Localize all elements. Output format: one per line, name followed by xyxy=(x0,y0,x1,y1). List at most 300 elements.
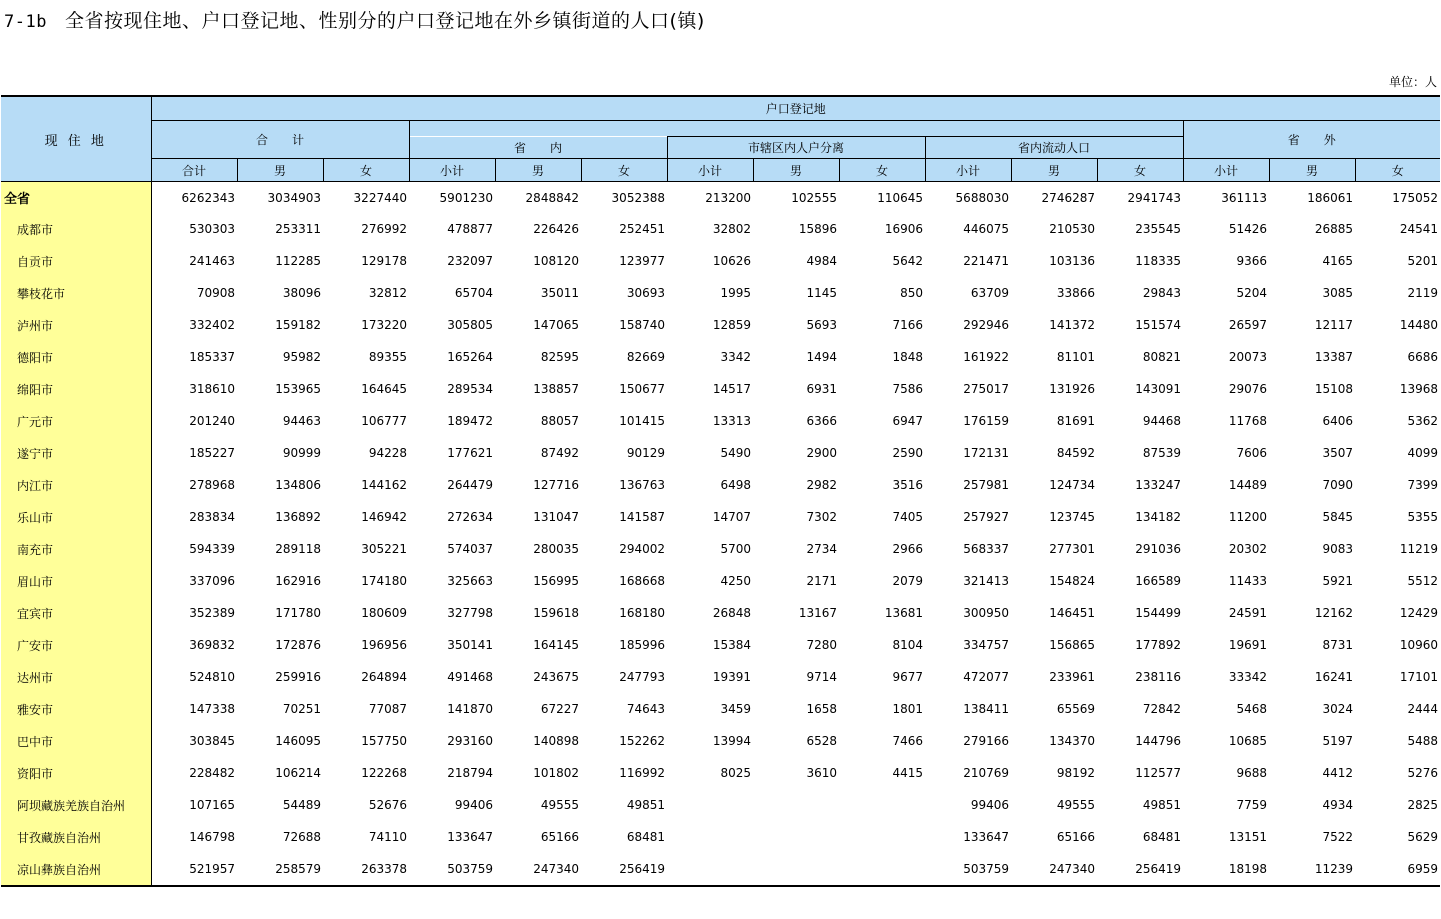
table-cell: 7302 xyxy=(806,510,837,524)
table-row xyxy=(1,725,1440,757)
row-label: 南充市 xyxy=(1,533,151,565)
table-cell xyxy=(839,853,925,886)
table-cell: 2171 xyxy=(806,574,837,588)
table-cell: 2941743 xyxy=(1127,190,1181,205)
table-cell: 11433 xyxy=(1228,574,1267,588)
table-cell: 2982 xyxy=(806,478,837,492)
table-cell: 11200 xyxy=(1228,510,1267,524)
table-row xyxy=(1,533,1440,565)
table-cell: 7090 xyxy=(1322,478,1353,492)
table-cell: 172876 xyxy=(275,638,321,652)
table-cell: 141870 xyxy=(447,702,493,716)
table-cell: 369832 xyxy=(189,638,235,652)
table-cell: 5629 xyxy=(1407,830,1439,844)
table-cell: 350141 xyxy=(447,638,493,652)
table-row xyxy=(1,853,1440,886)
table-cell: 17101 xyxy=(1399,670,1439,684)
table-cell: 228482 xyxy=(189,766,235,780)
table-cell: 72688 xyxy=(282,830,321,844)
table-cell: 67227 xyxy=(540,702,579,716)
table-row xyxy=(1,373,1440,405)
table-cell: 2079 xyxy=(892,574,923,588)
row-label: 眉山市 xyxy=(1,565,151,597)
table-cell: 6366 xyxy=(806,414,837,428)
row-label: 成都市 xyxy=(1,213,151,245)
table-cell: 6262343 xyxy=(181,190,235,205)
table-cell: 88057 xyxy=(540,414,579,428)
row-label: 雅安市 xyxy=(1,693,151,725)
table-cell: 530303 xyxy=(189,222,235,236)
table-cell: 361113 xyxy=(1221,190,1267,205)
table-cell: 101415 xyxy=(619,414,665,428)
table-cell: 13167 xyxy=(798,606,837,620)
table-cell: 11219 xyxy=(1399,542,1439,556)
table-number: 7-1b xyxy=(4,12,47,32)
table-cell: 147338 xyxy=(189,702,235,716)
table-cell xyxy=(753,821,839,853)
table-cell: 81101 xyxy=(1056,350,1095,364)
table-cell: 89355 xyxy=(368,350,407,364)
table-cell: 24591 xyxy=(1228,606,1267,620)
row-label: 阿坝藏族羌族自治州 xyxy=(1,789,151,821)
table-cell: 54489 xyxy=(282,798,321,812)
table-cell: 9677 xyxy=(892,670,923,684)
table-row xyxy=(1,437,1440,469)
table-cell: 13313 xyxy=(712,414,751,428)
table-cell: 2825 xyxy=(1407,798,1439,812)
table-cell xyxy=(839,821,925,853)
table-cell: 521957 xyxy=(151,853,237,886)
table-cell: 133647 xyxy=(447,830,493,844)
table-cell: 180609 xyxy=(361,606,407,620)
table-cell: 6686 xyxy=(1407,350,1439,364)
table-cell: 136892 xyxy=(275,510,321,524)
table-header xyxy=(1,96,1440,182)
table-cell: 157750 xyxy=(361,734,407,748)
table-cell: 3085 xyxy=(1322,286,1353,300)
col-header-male: 男 xyxy=(495,159,581,182)
table-cell: 238116 xyxy=(1135,670,1181,684)
table-cell: 5693 xyxy=(806,318,837,332)
table-cell: 106214 xyxy=(275,766,321,780)
table-cell: 259916 xyxy=(275,670,321,684)
table-cell: 110645 xyxy=(877,190,923,205)
table-cell: 168668 xyxy=(619,574,665,588)
table-cell: 5901230 xyxy=(439,190,493,205)
table-cell: 51426 xyxy=(1228,222,1267,236)
table-cell: 503759 xyxy=(925,853,1011,886)
table-cell: 13968 xyxy=(1399,382,1439,396)
table-cell: 7405 xyxy=(892,510,923,524)
table-cell: 19691 xyxy=(1228,638,1267,652)
table-cell: 35011 xyxy=(540,286,579,300)
table-cell: 168180 xyxy=(619,606,665,620)
table-cell: 6947 xyxy=(892,414,923,428)
table-cell: 24541 xyxy=(1399,222,1439,236)
table-cell: 152262 xyxy=(619,734,665,748)
table-cell: 5204 xyxy=(1236,286,1267,300)
table-cell: 11239 xyxy=(1269,853,1355,886)
row-label: 德阳市 xyxy=(1,341,151,373)
table-cell: 14480 xyxy=(1399,318,1439,332)
table-cell: 159182 xyxy=(275,318,321,332)
table-row xyxy=(1,597,1440,629)
table-cell: 5355 xyxy=(1407,510,1439,524)
table-cell: 63709 xyxy=(970,286,1009,300)
table-cell: 159618 xyxy=(533,606,579,620)
table-cell: 106777 xyxy=(361,414,407,428)
table-cell: 141587 xyxy=(619,510,665,524)
table-cell: 49851 xyxy=(1142,798,1181,812)
table-cell: 16906 xyxy=(884,222,923,236)
row-label: 遂宁市 xyxy=(1,437,151,469)
table-cell xyxy=(753,853,839,886)
table-cell: 3610 xyxy=(806,766,837,780)
table-cell: 65569 xyxy=(1056,702,1095,716)
table-cell: 9688 xyxy=(1236,766,1267,780)
col-header-subtotal: 小计 xyxy=(667,159,753,182)
table-cell: 196956 xyxy=(361,638,407,652)
table-cell: 7280 xyxy=(806,638,837,652)
table-cell: 325663 xyxy=(447,574,493,588)
table-row xyxy=(1,277,1440,309)
table-cell: 49555 xyxy=(1056,798,1095,812)
table-cell: 4099 xyxy=(1407,446,1439,460)
table-cell: 116992 xyxy=(619,766,665,780)
table-cell: 9083 xyxy=(1322,542,1353,556)
table-cell xyxy=(753,789,839,821)
table-cell: 52676 xyxy=(368,798,407,812)
table-cell: 103136 xyxy=(1049,254,1095,268)
table-cell: 4984 xyxy=(806,254,837,268)
table-cell: 7166 xyxy=(892,318,923,332)
table-cell: 29076 xyxy=(1228,382,1267,396)
table-cell: 4412 xyxy=(1322,766,1353,780)
table-cell: 279166 xyxy=(963,734,1009,748)
table-cell: 134182 xyxy=(1135,510,1181,524)
table-cell: 146451 xyxy=(1049,606,1095,620)
unit-label: 单位：人 xyxy=(1388,75,1437,89)
table-row xyxy=(1,213,1440,245)
row-label: 凉山彝族自治州 xyxy=(1,853,151,886)
table-cell: 33866 xyxy=(1056,286,1095,300)
header-in-province-top xyxy=(409,121,1183,137)
table-cell: 472077 xyxy=(963,670,1009,684)
table-cell xyxy=(667,789,753,821)
table-cell: 150677 xyxy=(619,382,665,396)
table-cell: 154499 xyxy=(1135,606,1181,620)
table-cell: 3052388 xyxy=(611,190,665,205)
table-cell: 30693 xyxy=(626,286,665,300)
table-cell: 2848842 xyxy=(525,190,579,205)
table-cell: 258579 xyxy=(237,853,323,886)
table-cell: 503759 xyxy=(409,853,495,886)
table-cell: 221471 xyxy=(963,254,1009,268)
table-cell: 3459 xyxy=(720,702,751,716)
table-cell: 12162 xyxy=(1314,606,1353,620)
table-cell: 134370 xyxy=(1049,734,1095,748)
table-cell: 173220 xyxy=(361,318,407,332)
table-cell: 14489 xyxy=(1228,478,1267,492)
table-cell: 300950 xyxy=(963,606,1009,620)
table-cell: 1494 xyxy=(806,350,837,364)
table-cell: 5362 xyxy=(1407,414,1439,428)
table-title-text: 全省按现住地、户口登记地、性别分的户口登记地在外乡镇街道的人口(镇) xyxy=(64,10,705,32)
table-cell: 235545 xyxy=(1135,222,1181,236)
row-label: 乐山市 xyxy=(1,501,151,533)
table-cell: 232097 xyxy=(447,254,493,268)
table-cell: 2119 xyxy=(1407,286,1439,300)
table-cell: 3507 xyxy=(1322,446,1353,460)
table-cell: 20302 xyxy=(1228,542,1267,556)
table-cell xyxy=(667,821,753,853)
table-cell: 107165 xyxy=(189,798,235,812)
col-header-male: 男 xyxy=(753,159,839,182)
table-cell: 68481 xyxy=(1142,830,1181,844)
table-cell: 7399 xyxy=(1407,478,1439,492)
table-cell: 112285 xyxy=(275,254,321,268)
table-cell: 1658 xyxy=(806,702,837,716)
table-cell: 70908 xyxy=(196,286,235,300)
table-cell: 305805 xyxy=(447,318,493,332)
row-label: 攀枝花市 xyxy=(1,277,151,309)
table-cell: 32812 xyxy=(368,286,407,300)
table-cell: 292946 xyxy=(963,318,1009,332)
table-cell: 15108 xyxy=(1314,382,1353,396)
table-cell: 6959 xyxy=(1355,853,1440,886)
table-cell: 3024 xyxy=(1322,702,1353,716)
table-cell: 131047 xyxy=(533,510,579,524)
row-label: 巴中市 xyxy=(1,725,151,757)
col-header-male: 男 xyxy=(237,159,323,182)
table-cell: 352389 xyxy=(189,606,235,620)
table-cell: 156995 xyxy=(533,574,579,588)
col-header-male: 男 xyxy=(1011,159,1097,182)
table-cell: 275017 xyxy=(963,382,1009,396)
table-cell: 98192 xyxy=(1056,766,1095,780)
table-cell: 256419 xyxy=(581,853,667,886)
row-label: 泸州市 xyxy=(1,309,151,341)
table-cell: 247340 xyxy=(495,853,581,886)
table-cell: 13681 xyxy=(884,606,923,620)
table-cell: 15896 xyxy=(798,222,837,236)
table-cell: 26848 xyxy=(712,606,751,620)
table-cell: 77087 xyxy=(368,702,407,716)
table-cell: 11768 xyxy=(1228,414,1267,428)
header-in-province: 省 内 xyxy=(409,137,667,159)
header-out-province: 省 外 xyxy=(1183,121,1440,159)
table-cell: 90129 xyxy=(626,446,665,460)
table-cell: 26885 xyxy=(1314,222,1353,236)
table-cell xyxy=(839,789,925,821)
col-header-female: 女 xyxy=(581,159,667,182)
col-header-female: 女 xyxy=(839,159,925,182)
table-cell: 171780 xyxy=(275,606,321,620)
header-registration: 户口登记地 xyxy=(151,96,1440,121)
table-cell: 5700 xyxy=(720,542,751,556)
table-cell: 177621 xyxy=(447,446,493,460)
col-header-total: 合计 xyxy=(151,159,237,182)
table-cell: 7606 xyxy=(1236,446,1267,460)
table-cell: 3034903 xyxy=(267,190,321,205)
table-cell: 12859 xyxy=(712,318,751,332)
table-cell: 332402 xyxy=(189,318,235,332)
table-cell: 491468 xyxy=(447,670,493,684)
table-cell: 201240 xyxy=(189,414,235,428)
table-cell: 158740 xyxy=(619,318,665,332)
table-cell: 289534 xyxy=(447,382,493,396)
table-cell: 8731 xyxy=(1322,638,1353,652)
table-cell: 4250 xyxy=(720,574,751,588)
table-cell: 177892 xyxy=(1135,638,1181,652)
table-cell: 26597 xyxy=(1228,318,1267,332)
table-cell: 2966 xyxy=(892,542,923,556)
table-cell: 1145 xyxy=(806,286,837,300)
table-cell: 210530 xyxy=(1049,222,1095,236)
table-cell: 264894 xyxy=(361,670,407,684)
table-cell: 9366 xyxy=(1236,254,1267,268)
col-header-subtotal: 小计 xyxy=(925,159,1011,182)
table-cell: 3227440 xyxy=(353,190,407,205)
table-cell: 99406 xyxy=(454,798,493,812)
table-cell: 5921 xyxy=(1322,574,1353,588)
table-cell: 446075 xyxy=(963,222,1009,236)
table-cell: 318610 xyxy=(189,382,235,396)
table-cell: 112577 xyxy=(1135,766,1181,780)
table-cell: 6498 xyxy=(720,478,751,492)
table-cell: 247340 xyxy=(1011,853,1097,886)
table-cell: 123977 xyxy=(619,254,665,268)
table-cell: 321413 xyxy=(963,574,1009,588)
table-cell: 80821 xyxy=(1142,350,1181,364)
table-cell: 4415 xyxy=(892,766,923,780)
table-cell: 49851 xyxy=(626,798,665,812)
row-label: 甘孜藏族自治州 xyxy=(1,821,151,853)
table-cell: 133647 xyxy=(963,830,1009,844)
table-cell: 94228 xyxy=(368,446,407,460)
table-cell: 278968 xyxy=(189,478,235,492)
table-cell: 243675 xyxy=(533,670,579,684)
table-cell: 164645 xyxy=(361,382,407,396)
table-cell: 2734 xyxy=(806,542,837,556)
table-cell: 8104 xyxy=(892,638,923,652)
table-cell: 1801 xyxy=(892,702,923,716)
table-cell: 478877 xyxy=(447,222,493,236)
table-cell: 3342 xyxy=(720,350,751,364)
table-cell: 123745 xyxy=(1049,510,1095,524)
table-cell: 5688030 xyxy=(955,190,1009,205)
header-residence: 现 住 地 xyxy=(1,96,151,182)
table-cell: 95982 xyxy=(282,350,321,364)
table-cell: 12117 xyxy=(1314,318,1353,332)
table-cell: 136763 xyxy=(619,478,665,492)
table-cell: 327798 xyxy=(447,606,493,620)
table-cell: 140898 xyxy=(533,734,579,748)
table-cell: 226426 xyxy=(533,222,579,236)
table-cell: 850 xyxy=(900,286,923,300)
table-cell: 10626 xyxy=(712,254,751,268)
table-cell: 138411 xyxy=(963,702,1009,716)
table-cell: 143091 xyxy=(1135,382,1181,396)
table-cell: 233961 xyxy=(1049,670,1095,684)
row-label: 达州市 xyxy=(1,661,151,693)
table-cell: 138857 xyxy=(533,382,579,396)
table-cell: 10685 xyxy=(1228,734,1267,748)
header-city-separation: 市辖区内人户分离 xyxy=(667,137,925,159)
table-cell: 5201 xyxy=(1407,254,1439,268)
table-cell: 65166 xyxy=(1056,830,1095,844)
table-cell: 277301 xyxy=(1049,542,1095,556)
table-cell: 14517 xyxy=(712,382,751,396)
table-row xyxy=(1,501,1440,533)
col-header-female: 女 xyxy=(1097,159,1183,182)
table-cell: 2590 xyxy=(892,446,923,460)
table-cell: 65166 xyxy=(540,830,579,844)
table-row xyxy=(1,341,1440,373)
table-cell: 118335 xyxy=(1135,254,1181,268)
table-cell: 283834 xyxy=(189,510,235,524)
table-cell: 272634 xyxy=(447,510,493,524)
table-cell: 5845 xyxy=(1322,510,1353,524)
table-cell: 280035 xyxy=(533,542,579,556)
table-cell: 3516 xyxy=(892,478,923,492)
table-cell: 289118 xyxy=(275,542,321,556)
table-cell: 131926 xyxy=(1049,382,1095,396)
table-cell: 108120 xyxy=(533,254,579,268)
table-cell: 185337 xyxy=(189,350,235,364)
table-row xyxy=(1,469,1440,501)
col-header-female: 女 xyxy=(323,159,409,182)
row-label: 宜宾市 xyxy=(1,597,151,629)
row-label: 内江市 xyxy=(1,469,151,501)
table-cell: 264479 xyxy=(447,478,493,492)
table-cell: 122268 xyxy=(361,766,407,780)
table-cell: 2444 xyxy=(1407,702,1439,716)
col-header-subtotal: 小计 xyxy=(1183,159,1269,182)
table-cell: 263378 xyxy=(323,853,409,886)
table-row-total xyxy=(1,182,1440,214)
table-cell: 185996 xyxy=(619,638,665,652)
table-cell: 68481 xyxy=(626,830,665,844)
header-intra-province-flow: 省内流动人口 xyxy=(925,137,1183,159)
table-cell: 7466 xyxy=(892,734,923,748)
table-cell: 256419 xyxy=(1097,853,1183,886)
table-cell: 257927 xyxy=(963,510,1009,524)
table-cell: 293160 xyxy=(447,734,493,748)
table-cell: 87539 xyxy=(1142,446,1181,460)
table-cell: 20073 xyxy=(1228,350,1267,364)
table-cell: 144162 xyxy=(361,478,407,492)
table-cell: 5468 xyxy=(1236,702,1267,716)
table-cell: 5642 xyxy=(892,254,923,268)
table-cell: 172131 xyxy=(963,446,1009,460)
table-cell: 13151 xyxy=(1228,830,1267,844)
table-row xyxy=(1,405,1440,437)
table-cell: 82595 xyxy=(540,350,579,364)
table-cell: 38096 xyxy=(282,286,321,300)
table-cell: 174180 xyxy=(361,574,407,588)
table-cell: 247793 xyxy=(619,670,665,684)
table-cell: 33342 xyxy=(1228,670,1267,684)
table-cell xyxy=(667,853,753,886)
table-cell: 186061 xyxy=(1307,190,1353,205)
table-cell: 49555 xyxy=(540,798,579,812)
table-cell: 7586 xyxy=(892,382,923,396)
table-cell: 14707 xyxy=(712,510,751,524)
row-label: 广安市 xyxy=(1,629,151,661)
table-cell: 305221 xyxy=(361,542,407,556)
table-row xyxy=(1,565,1440,597)
